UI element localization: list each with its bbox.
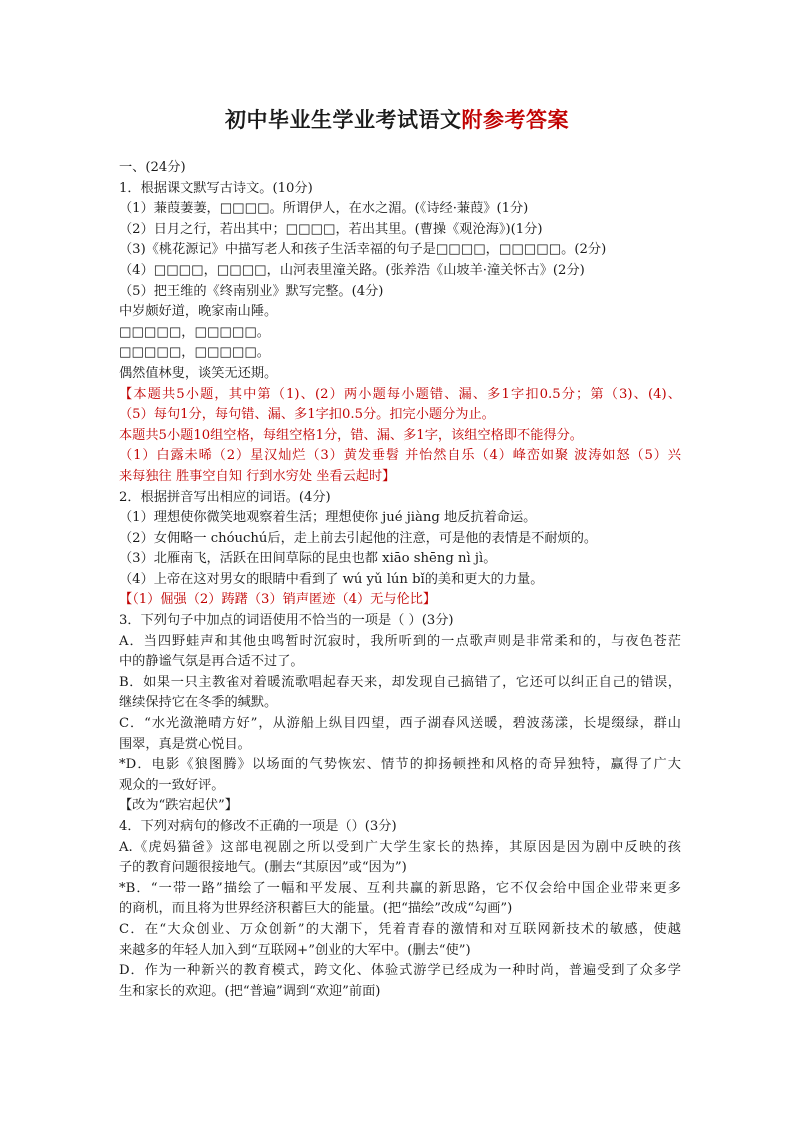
text-line: （1）蒹葭萋萋，□□□□。所谓伊人，在水之湄。(《诗经·蒹葭》(1分) <box>119 201 529 217</box>
text-line: 1．根据课文默写古诗文。(10分) <box>119 180 313 196</box>
text-line: 一、(24分) <box>119 160 186 175</box>
text-line: 【改为“跌宕起伏”】 <box>119 798 238 814</box>
text-line: B．如果一只主教雀对着暖流歌唱起春天来，却发现自己搞错了，它还可以纠正自己的错误， <box>119 674 681 690</box>
text-line: 子的教育问题很接地气。(删去“其原因”或“因为”) <box>119 860 407 876</box>
text-line: （3)《桃花源记》中描写老人和孩子生活幸福的句子是□□□□，□□□□□。(2分) <box>119 242 607 258</box>
document-body <box>119 158 681 1002</box>
title-suffix: 附参考答案 <box>461 108 569 132</box>
text-line: 来越多的年轻人加入到“互联网+”创业的大军中。(删去“使”) <box>119 942 471 958</box>
text-line: （4）□□□□，□□□□，山河表里潼关路。(张养浩《山坡羊·潼关怀古》(2分) <box>119 262 585 278</box>
document-title <box>0 104 794 134</box>
text-line: （2）女佣略一 chóuchú后，走上前去引起他的注意，可是他的表情是不耐烦的。 <box>119 530 598 546</box>
text-line: 生和家长的欢迎。(把“普遍”调到“欢迎”前面) <box>119 983 381 999</box>
text-line: A.《虎妈猫爸》这部电视剧之所以受到广大学生家长的热捧，其原因是因为剧中反映的孩 <box>119 839 681 855</box>
text-line: 来每独往 胜事空自知 行到水穷处 坐看云起时】 <box>119 468 396 484</box>
text-line: （2）日月之行，若出其中；□□□□，若出其里。(曹操《观沧海》)(1分) <box>119 221 543 237</box>
text-line: 围翠，真是赏心悦目。 <box>119 736 251 752</box>
text-line: *B．“一带一路”描绘了一幅和平发展、互利共赢的新思路，它不仅会给中国企业带来更多 <box>119 880 681 896</box>
text-line: *D．电影《狼图腾》以场面的气势恢宏、情节的抑扬顿挫和风格的奇异独特，赢得了广大 <box>119 757 681 773</box>
text-line: （1）白露未晞（2）星汉灿烂（3）黄发垂髫 并怡然自乐（4）峰峦如聚 波涛如怒（5）兴 <box>119 448 681 464</box>
text-line: 2．根据拼音写出相应的词语。(4分) <box>119 489 331 505</box>
text-line: （3）北雁南飞，活跃在田间草际的昆虫也都 xiāo shēng nì jì。 <box>119 551 497 567</box>
text-line: 中岁颇好道，晚家南山陲。 <box>119 304 278 320</box>
text-line: 【（1）倔强（2）踌躇（3）销声匿迹（4）无与伦比】 <box>119 592 437 608</box>
text-line: 偶然值林叟，谈笑无还期。 <box>119 365 278 381</box>
text-line: （1）理想使你微笑地观察着生活；理想使你 jué jiàng 地反抗着命运。 <box>119 510 537 526</box>
text-line: （5）把王维的《终南别业》默写完整。(4分) <box>119 283 384 299</box>
text-line: 【本题共5小题，其中第（1)、(2）两小题每小题错、漏、多1字扣0.5分；第（3)、(4)、 <box>119 386 681 402</box>
text-line: （5）每句1分，每句错、漏、多1字扣0.5分。扣完小题分为止。 <box>119 407 495 423</box>
text-line: C．“水光潋滟晴方好”，从游船上纵目四望，西子湖春风送暖，碧波荡漾，长堤缀绿，群山 <box>119 716 681 732</box>
text-line: A．当四野蛙声和其他虫鸣暂时沉寂时，我所听到的一点歌声则是非常柔和的，与夜色苍茫 <box>119 633 681 649</box>
text-line: 4．下列对病句的修改不正确的一项是（）(3分) <box>119 819 397 834</box>
text-line: 的商机，而且将为世界经济积蓄巨大的能量。(把“描绘”改成“勾画”) <box>119 901 513 917</box>
text-line: 本题共5小题10组空格，每组空格1分，错、漏、多1字，该组空格即不能得分。 <box>119 427 583 443</box>
text-line: 观众的一致好评。 <box>119 777 225 793</box>
text-line: 继续保持它在冬季的缄默。 <box>119 695 278 711</box>
text-line: （4）上帝在这对男女的眼睛中看到了 wú yǔ lún bǐ的美和更大的力量。 <box>119 571 544 587</box>
text-line: D．作为一种新兴的教育模式，跨文化、体验式游学已经成为一种时尚，普遍受到了众多学 <box>119 963 681 979</box>
text-line: C．在“大众创业、万众创新”的大潮下，凭着青春的激情和对互联网新技术的敏感，使越 <box>119 921 681 937</box>
text-line: □□□□□，□□□□□。 <box>119 345 270 361</box>
title-main: 初中毕业生学业考试语文 <box>225 108 462 132</box>
text-line: 中的静谧气氛是再合适不过了。 <box>119 654 304 670</box>
text-line: 3．下列句子中加点的词语使用不恰当的一项是（ ）(3分) <box>119 613 454 629</box>
text-line: □□□□□，□□□□□。 <box>119 324 270 340</box>
